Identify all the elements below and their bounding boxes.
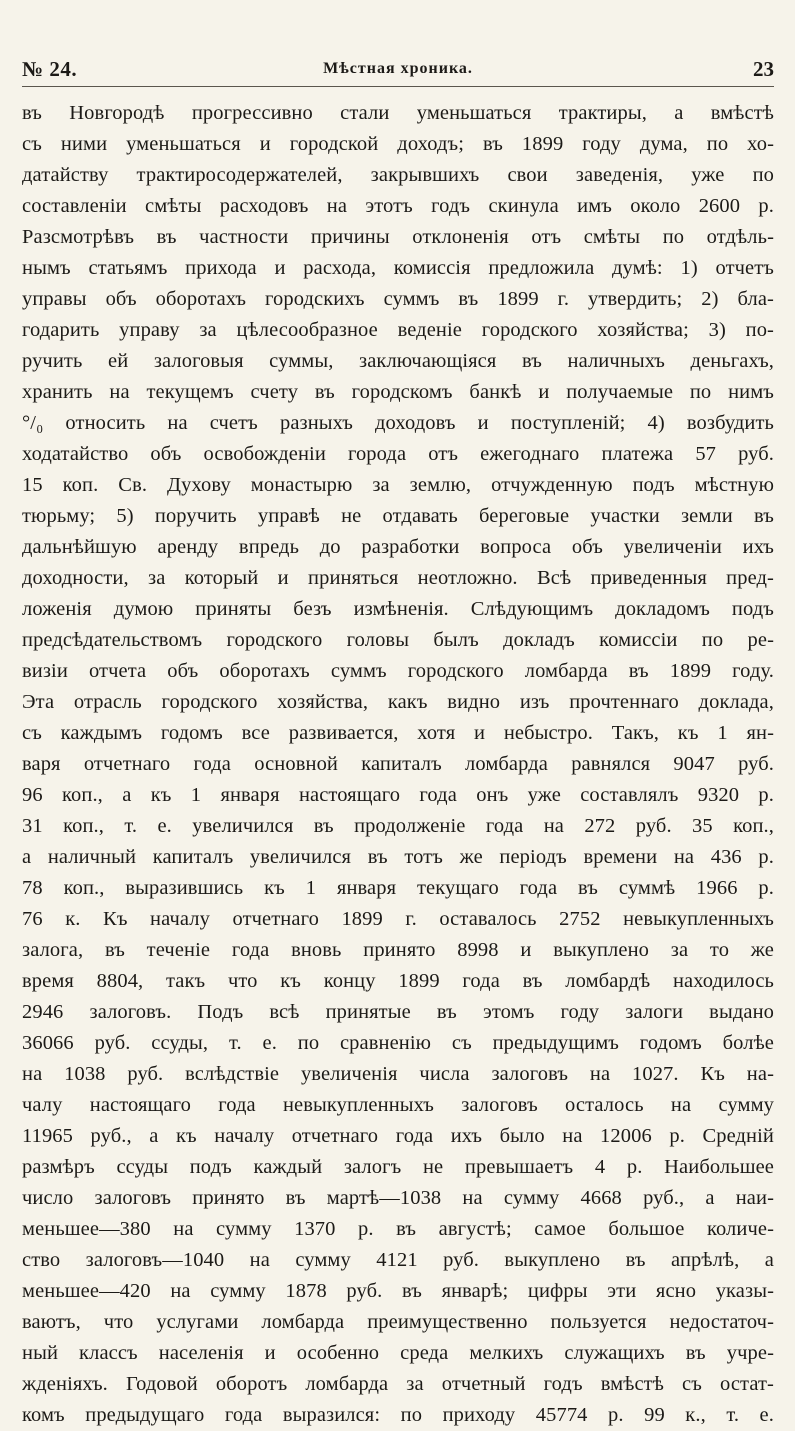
- text-line: 96 коп., а къ 1 января настоящаго года онъ уже составлялъ 9320 р.: [22, 784, 774, 806]
- body-text: [22, 98, 774, 1431]
- text-line: съ каждымъ годомъ все развивается, хотя и небыстро. Такъ, къ 1 ян-: [22, 722, 774, 744]
- text-line: хранить на текущемъ счету въ городскомъ банкѣ и получаемые по нимъ: [22, 381, 774, 403]
- text-line: составленіи смѣты расходовъ на этотъ годъ скинула имъ около 2600 р.: [22, 195, 774, 217]
- text-line: число залоговъ принято въ мартѣ—1038 на сумму 4668 руб., а наи-: [22, 1187, 774, 1209]
- text-line: ручить ей залоговыя суммы, заключающіяся въ наличныхъ деньгахъ,: [22, 350, 774, 372]
- text-line: нымъ статьямъ прихода и расхода, комиссія предложила думѣ: 1) отчетъ: [22, 257, 774, 279]
- header-rule: [22, 86, 774, 87]
- text-line: 76 к. Къ началу отчетнаго 1899 г. оставалось 2752 невыкупленныхъ: [22, 908, 774, 930]
- running-head: [22, 55, 774, 85]
- text-line: 36066 руб. ссуды, т. е. по сравненію съ предыдущимъ годомъ болѣе: [22, 1032, 774, 1054]
- text-line: а наличный капиталъ увеличился въ тотъ же періодъ времени на 436 р.: [22, 846, 774, 868]
- text-line: жденіяхъ. Годовой оборотъ ломбарда за отчетный годъ вмѣстѣ съ остат-: [22, 1373, 774, 1395]
- text-line: Разсмотрѣвъ въ частности причины отклоненія отъ смѣты по отдѣль-: [22, 226, 774, 248]
- text-line: залога, въ теченіе года вновь принято 8998 и выкуплено за то же: [22, 939, 774, 961]
- text-line: съ ними уменьшаться и городской доходъ; въ 1899 году дума, по хо-: [22, 133, 774, 155]
- text-line: 31 коп., т. е. увеличился въ продолженіе года на 272 руб. 35 коп.,: [22, 815, 774, 837]
- text-line: 78 коп., выразившись къ 1 января текущаго года въ суммѣ 1966 р.: [22, 877, 774, 899]
- text-line: 2946 залоговъ. Подъ всѣ принятые въ этомъ году залоги выдано: [22, 1001, 774, 1023]
- page-number: 23: [753, 57, 774, 81]
- issue-number: № 24.: [22, 57, 78, 81]
- text-line: дальнѣйшую аренду впредь до разработки вопроса объ увеличеніи ихъ: [22, 536, 774, 558]
- text-line: комъ предыдущаго года выразился: по приходу 45774 р. 99 к., т. е.: [22, 1404, 774, 1426]
- text-line: меньшее—380 на сумму 1370 р. въ августѣ; самое большое количе-: [22, 1218, 774, 1240]
- text-line: на 1038 руб. вслѣдствіе увеличенія числа залоговъ на 1027. Къ на-: [22, 1063, 774, 1085]
- text-line: тюрьму; 5) поручить управѣ не отдавать береговые участки земли въ: [22, 505, 774, 527]
- text-line: ложенія думою приняты безъ измѣненія. Слѣдующимъ докладомъ подъ: [22, 598, 774, 620]
- text-line: °/₀ относить на счетъ разныхъ доходовъ и поступленій; 4) возбудить: [22, 412, 774, 434]
- section-title: Мѣстная хроника.: [323, 60, 473, 77]
- text-line: въ Новгородѣ прогрессивно стали уменьшаться трактиры, а вмѣстѣ: [22, 102, 774, 124]
- text-line: варя отчетнаго года основной капиталъ ломбарда равнялся 9047 руб.: [22, 753, 774, 775]
- text-line: размѣръ ссуды подъ каждый залогъ не превышаетъ 4 р. Наибольшее: [22, 1156, 774, 1178]
- text-line: чалу настоящаго года невыкупленныхъ залоговъ осталось на сумму: [22, 1094, 774, 1116]
- text-line: годарить управу за цѣлесообразное веденіе городского хозяйства; 3) по-: [22, 319, 774, 341]
- text-line: ство залоговъ—1040 на сумму 4121 руб. выкуплено въ апрѣлѣ, а: [22, 1249, 774, 1271]
- text-line: 11965 руб., а къ началу отчетнаго года ихъ было на 12006 р. Средній: [22, 1125, 774, 1147]
- text-line: предсѣдательствомъ городского головы былъ докладъ комиссіи по ре-: [22, 629, 774, 651]
- text-line: визіи отчета объ оборотахъ суммъ городского ломбарда въ 1899 году.: [22, 660, 774, 682]
- text-line: Эта отрасль городского хозяйства, какъ видно изъ прочтеннаго доклада,: [22, 691, 774, 713]
- text-line: доходности, за который и приняться неотложно. Всѣ приведенныя пред-: [22, 567, 774, 589]
- text-line: ный классъ населенія и особенно среда мелкихъ служащихъ въ учре-: [22, 1342, 774, 1364]
- text-line: время 8804, такъ что къ концу 1899 года въ ломбардѣ находилось: [22, 970, 774, 992]
- text-line: датайству трактиросодержателей, закрывшихъ свои заведенія, уже по: [22, 164, 774, 186]
- text-line: управы объ оборотахъ городскихъ суммъ въ 1899 г. утвердить; 2) бла-: [22, 288, 774, 310]
- text-line: меньшее—420 на сумму 1878 руб. въ январѣ; цифры эти ясно указы-: [22, 1280, 774, 1302]
- text-line: ваютъ, что услугами ломбарда преимущественно пользуется недостаточ-: [22, 1311, 774, 1333]
- text-line: ходатайство объ освобожденіи города отъ ежегоднаго платежа 57 руб.: [22, 443, 774, 465]
- text-line: 15 коп. Св. Духову монастырю за землю, отчужденную подъ мѣстную: [22, 474, 774, 496]
